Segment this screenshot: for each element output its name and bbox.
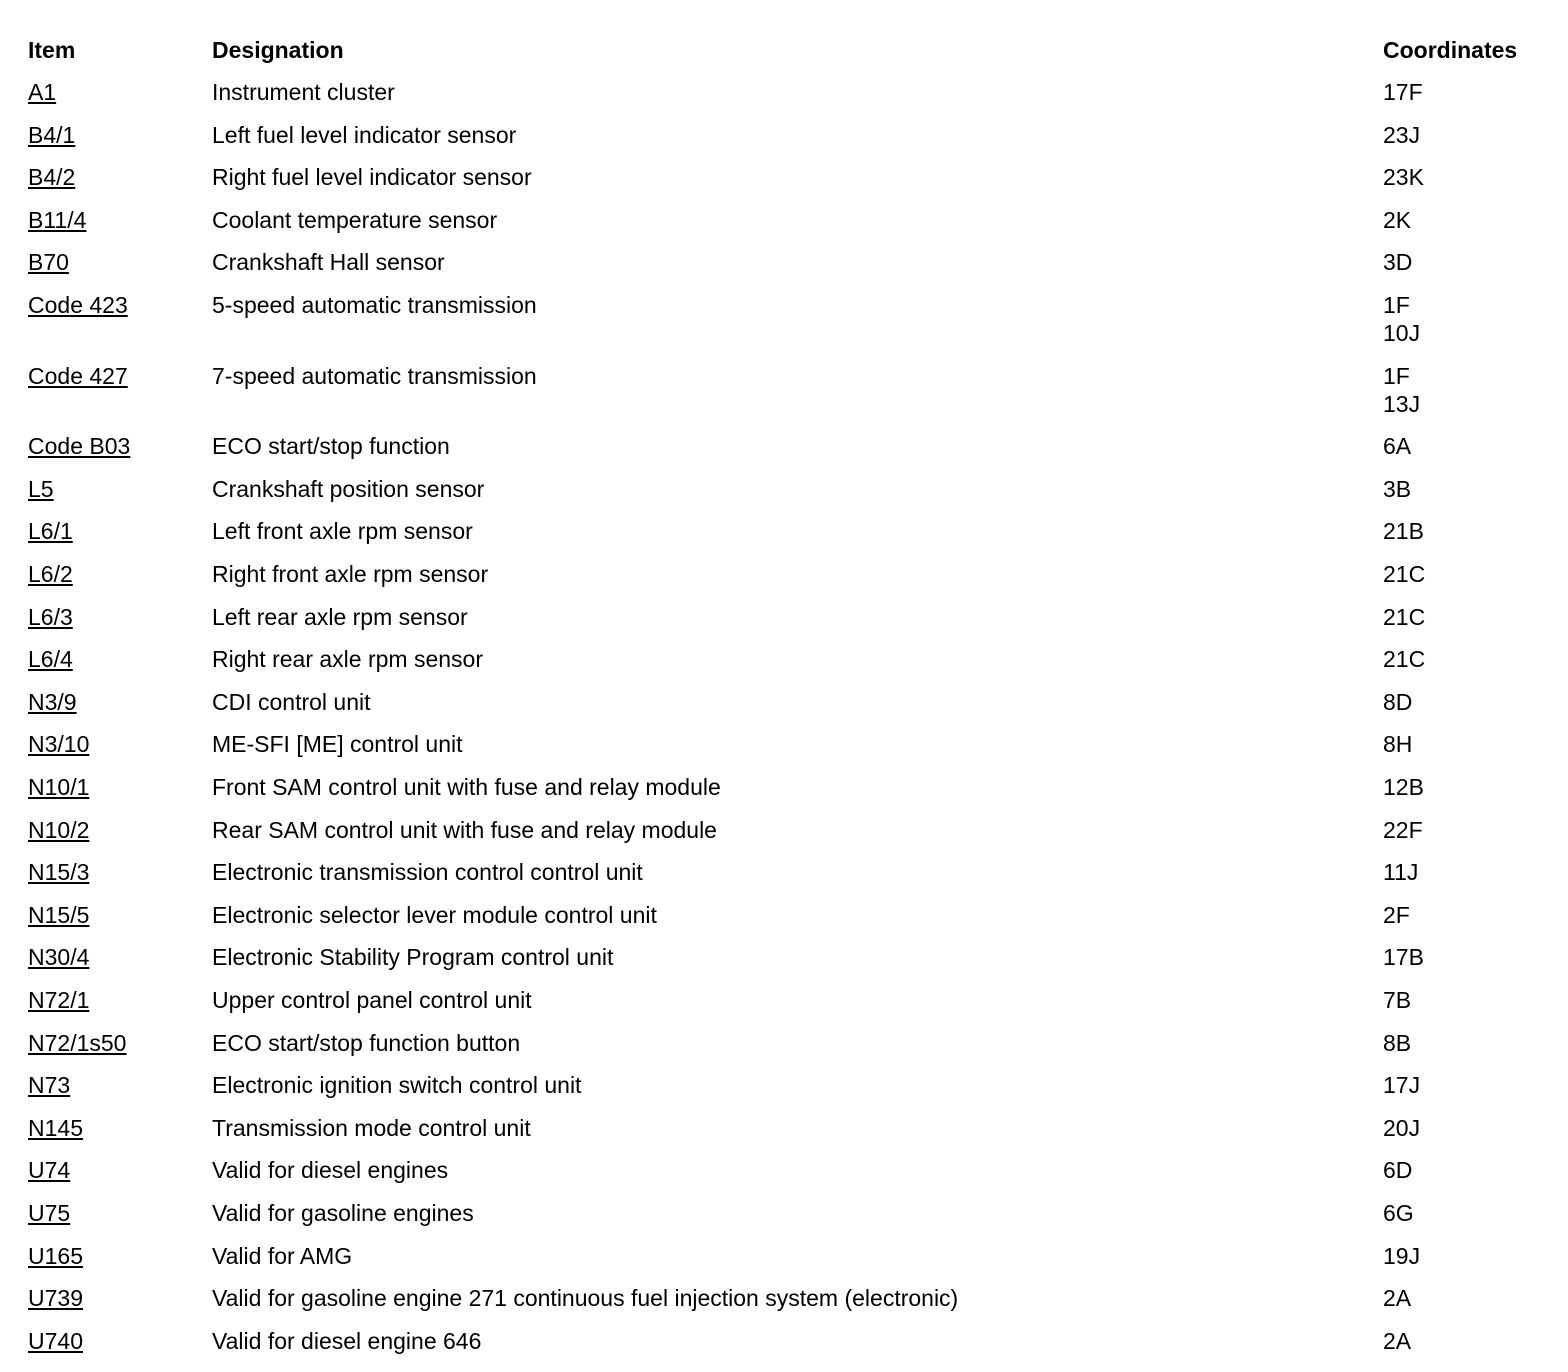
designation-cell: Instrument cluster xyxy=(212,79,395,105)
designation-cell: Valid for diesel engines xyxy=(212,1157,449,1184)
coordinate-value: 7B xyxy=(1383,987,1412,1013)
coordinate-value: 10J xyxy=(1383,320,1421,346)
item-link[interactable]: Code B03 xyxy=(28,433,131,460)
designation-cell: Upper control panel control unit xyxy=(212,987,532,1013)
item-link[interactable]: Code 427 xyxy=(28,362,128,389)
designation-cell: Right front axle rpm sensor xyxy=(212,561,489,587)
coordinate-value: 21B xyxy=(1383,518,1424,545)
header-designation: Designation xyxy=(212,37,344,63)
coordinate-value: 22F xyxy=(1383,816,1423,843)
designation-cell: Left fuel level indicator sensor xyxy=(212,121,517,148)
coordinates-cell xyxy=(1383,432,1411,460)
coordinates-cell xyxy=(1383,1071,1420,1099)
coordinate-value: 2F xyxy=(1383,901,1410,928)
coordinates-cell xyxy=(1383,248,1412,276)
coordinate-value: 8D xyxy=(1383,688,1413,715)
item-link[interactable]: N3/9 xyxy=(28,688,77,715)
coordinate-value: 23J xyxy=(1383,121,1421,148)
designation-cell: Left front axle rpm sensor xyxy=(212,518,473,545)
coordinates-cell xyxy=(1383,475,1411,503)
designation-cell: ME-SFI [ME] control unit xyxy=(212,731,463,758)
coordinates-cell xyxy=(1383,688,1412,716)
coordinate-value: 3B xyxy=(1383,475,1412,502)
designation-cell: Electronic selector lever module control unit xyxy=(212,901,657,928)
designation-cell: Valid for diesel engine 646 xyxy=(212,1327,482,1354)
header-coordinates: Coordinates xyxy=(1383,37,1518,63)
item-link[interactable]: N3/10 xyxy=(28,731,90,758)
designation-cell: Valid for gasoline engine 271 continuous fuel injection system (electronic) xyxy=(212,1285,959,1312)
coordinates-cell xyxy=(1383,1156,1412,1184)
coordinates-cell xyxy=(1383,1284,1411,1312)
header-item: Item xyxy=(28,37,76,63)
coordinates-cell xyxy=(1383,986,1411,1014)
item-link[interactable]: U74 xyxy=(28,1157,71,1184)
designation-cell: Right rear axle rpm sensor xyxy=(212,646,483,673)
coordinates-cell xyxy=(1383,560,1425,588)
coordinate-value: 2A xyxy=(1383,1327,1412,1354)
coordinate-value: 6G xyxy=(1383,1200,1414,1226)
designation-cell: Left rear axle rpm sensor xyxy=(212,603,468,630)
item-link[interactable]: L6/4 xyxy=(28,646,73,673)
item-link[interactable]: N145 xyxy=(28,1114,83,1141)
designation-cell: 7-speed automatic transmission xyxy=(212,362,537,389)
coordinates-cell xyxy=(1383,1199,1414,1227)
coordinates-cell xyxy=(1383,816,1423,844)
designation-cell: 5-speed automatic transmission xyxy=(212,292,537,318)
item-link[interactable]: B4/2 xyxy=(28,164,76,191)
designation-cell: Electronic transmission control control unit xyxy=(212,859,643,886)
coordinates-cell xyxy=(1383,1242,1420,1270)
coordinate-value: 13J xyxy=(1383,390,1421,417)
designation-cell: Crankshaft Hall sensor xyxy=(212,249,445,276)
designation-cell: Coolant temperature sensor xyxy=(212,206,498,233)
item-link[interactable]: N73 xyxy=(28,1072,71,1099)
designation-cell: CDI control unit xyxy=(212,688,371,715)
item-link[interactable]: U165 xyxy=(28,1242,83,1269)
coordinates-cell xyxy=(1383,163,1424,191)
designation-cell: Front SAM control unit with fuse and relay module xyxy=(212,774,721,800)
item-link[interactable]: L6/2 xyxy=(28,561,73,587)
coordinate-value: 3D xyxy=(1383,249,1413,276)
coordinate-value: 17F xyxy=(1383,79,1423,105)
item-link[interactable]: U75 xyxy=(28,1200,71,1226)
coordinates-cell xyxy=(1383,603,1425,631)
item-link[interactable]: B4/1 xyxy=(28,121,76,148)
coordinates-cell xyxy=(1383,645,1425,673)
coordinate-value: 8H xyxy=(1383,731,1413,758)
designation-cell: Valid for AMG xyxy=(212,1242,353,1269)
item-link[interactable]: B70 xyxy=(28,249,69,276)
coordinate-value: 23K xyxy=(1383,164,1424,191)
item-link[interactable]: N10/1 xyxy=(28,774,90,800)
coordinates-cell xyxy=(1383,291,1420,347)
coordinates-cell xyxy=(1383,1327,1411,1355)
designation-cell: Rear SAM control unit with fuse and relay module xyxy=(212,816,717,843)
item-link[interactable]: U740 xyxy=(28,1327,83,1354)
designation-cell: Electronic Stability Program control unit xyxy=(212,944,614,971)
item-link[interactable]: L5 xyxy=(28,475,54,502)
coordinate-value: 11J xyxy=(1383,859,1419,886)
designation-cell: Crankshaft position sensor xyxy=(212,475,485,502)
item-link[interactable]: N30/4 xyxy=(28,944,90,971)
item-link[interactable]: N72/1 xyxy=(28,987,90,1013)
designation-cell: Right fuel level indicator sensor xyxy=(212,164,532,191)
designation-cell: Valid for gasoline engines xyxy=(212,1200,474,1226)
coordinate-value: 2A xyxy=(1383,1285,1412,1312)
coordinates-cell xyxy=(1383,362,1420,418)
coordinate-value: 19J xyxy=(1383,1242,1421,1269)
coordinate-value: 6A xyxy=(1383,433,1412,460)
coordinate-value: 17B xyxy=(1383,944,1424,971)
coordinates-cell xyxy=(1383,78,1423,106)
item-link[interactable]: B11/4 xyxy=(28,206,87,233)
coordinates-cell xyxy=(1383,858,1418,886)
coordinates-cell xyxy=(1383,1114,1420,1142)
coordinate-value: 12B xyxy=(1383,774,1424,800)
coordinate-value: 21C xyxy=(1383,603,1426,630)
item-link[interactable]: U739 xyxy=(28,1285,83,1312)
designation-cell: Electronic ignition switch control unit xyxy=(212,1072,582,1099)
item-link[interactable]: N15/5 xyxy=(28,901,90,928)
item-link[interactable]: N72/1s50 xyxy=(28,1029,127,1056)
coordinate-value: 21C xyxy=(1383,646,1426,673)
coordinates-cell xyxy=(1383,943,1424,971)
coordinate-value: 1F xyxy=(1383,362,1410,389)
coordinate-value: 21C xyxy=(1383,561,1426,587)
coordinate-value: 1F xyxy=(1383,292,1410,318)
coordinates-cell xyxy=(1383,773,1424,801)
coordinate-value: 17J xyxy=(1383,1072,1421,1099)
item-link[interactable]: N15/3 xyxy=(28,859,90,886)
coordinates-cell xyxy=(1383,730,1412,758)
coordinate-value: 20J xyxy=(1383,1114,1421,1141)
item-link[interactable]: L6/1 xyxy=(28,518,73,545)
designation-cell: ECO start/stop function button xyxy=(212,1029,521,1056)
item-link[interactable]: L6/3 xyxy=(28,603,73,630)
coordinate-value: 6D xyxy=(1383,1157,1413,1184)
coordinates-cell xyxy=(1383,901,1410,929)
coordinate-value: 2K xyxy=(1383,206,1412,233)
item-link[interactable]: Code 423 xyxy=(28,292,128,318)
item-link[interactable]: A1 xyxy=(28,79,57,105)
coordinates-cell xyxy=(1383,1029,1411,1057)
coordinates-cell xyxy=(1383,121,1420,149)
designation-cell: ECO start/stop function xyxy=(212,433,450,460)
designation-cell: Transmission mode control unit xyxy=(212,1114,531,1141)
coordinates-cell xyxy=(1383,517,1424,545)
coordinate-value: 8B xyxy=(1383,1029,1412,1056)
coordinates-cell xyxy=(1383,206,1411,234)
item-link[interactable]: N10/2 xyxy=(28,816,90,843)
